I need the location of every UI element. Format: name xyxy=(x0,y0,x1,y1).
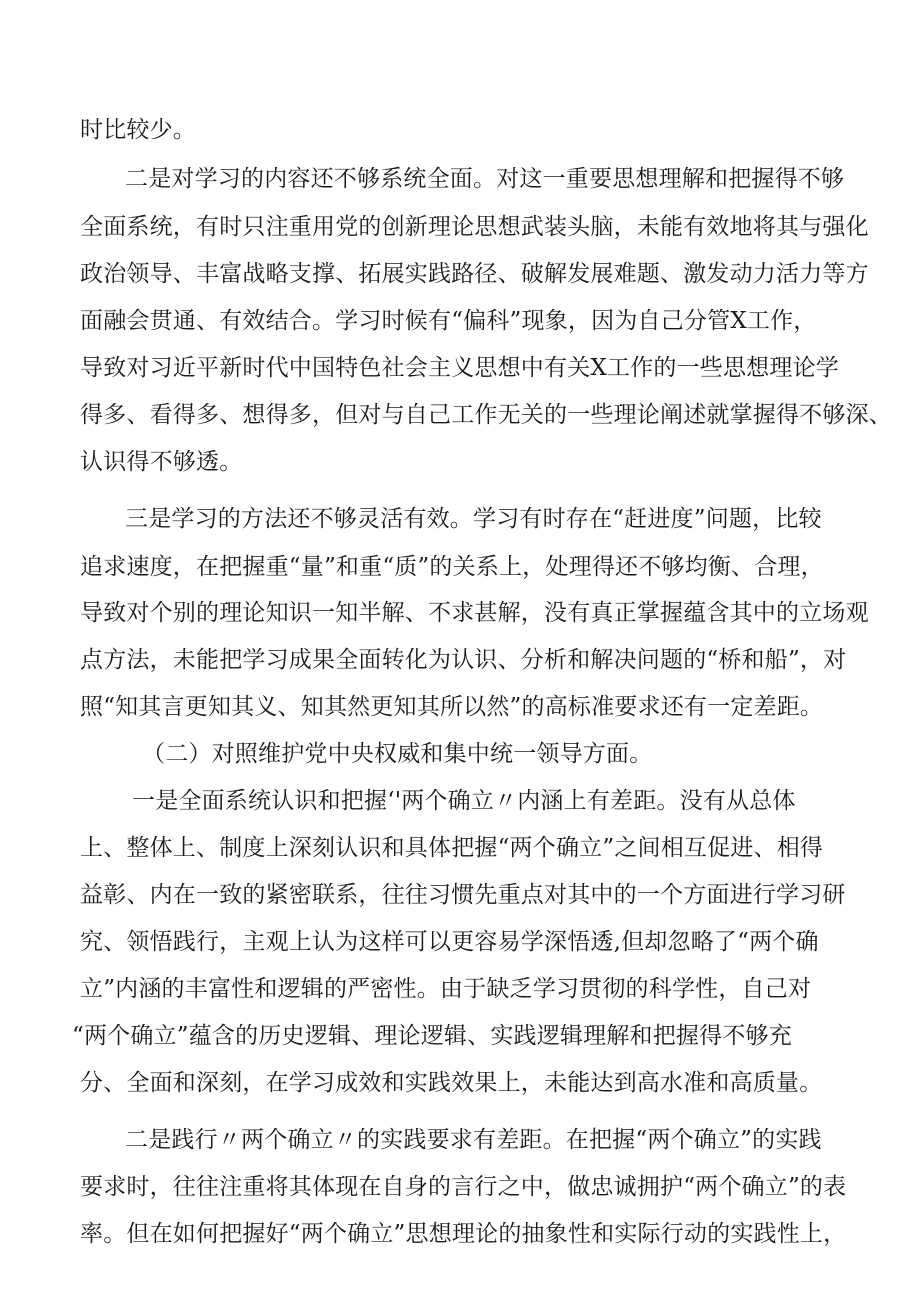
text-line: 点方法，未能把学习成果全面转化为认识、分析和解决问题的“桥和船”，对 xyxy=(80,647,847,673)
text-line: 立”内涵的丰富性和逻辑的严密性。由于缺乏学习贯彻的科学性，自己对 xyxy=(80,976,812,1002)
text-line: 分、全面和深刻，在学习成效和实践效果上，未能达到高水准和高质量。 xyxy=(80,1070,823,1096)
text-line: 导致对习近平新时代中国特色社会主义思想中有关X工作的一些思想理论学 xyxy=(80,355,839,381)
text-line: “两个确立”蕴含的历史逻辑、理论逻辑、实践逻辑理解和把握得不够充 xyxy=(72,1023,792,1049)
text-line: 追求速度，在把握重“量”和重“质”的关系上，处理得还不够均衡、合理， xyxy=(80,554,824,580)
text-line: 究、领悟践行，主观上认为这样可以更容易学深悟透,但却忽略了“两个确 xyxy=(80,929,819,955)
text-line: 时比较少。 xyxy=(80,117,196,143)
text-line: 面融会贯通、有效结合。学习时候有“偏科”现象，因为自己分管X工作， xyxy=(80,308,817,334)
text-line: 益彰、内在一致的紧密联系，往往习惯先重点对其中的一个方面进行学习研 xyxy=(80,882,846,908)
text-line: 二是践行〃两个确立〃的实践要求有差距。在把握“两个确立”的实践 xyxy=(125,1127,822,1153)
text-line: 认识得不够透。 xyxy=(80,449,243,475)
section-heading: （二）对照维护党中央权威和集中统一领导方面。 xyxy=(142,741,653,767)
text-line: 全面系统，有时只注重用党的创新理论思想武装头脑，未能有效地将其与强化 xyxy=(80,214,869,240)
text-line: 要求时，往往注重将其体现在自身的言行之中，做忠诚拥护“两个确立”的表 xyxy=(80,1174,847,1200)
text-line: 二是对学习的内容还不够系统全面。对这一重要思想理解和把握得不够 xyxy=(125,166,845,192)
text-line: 一是全面系统认识和把握‘'两个确立〃内涵上有差距。没有从总体 xyxy=(132,788,796,814)
text-line: 照“知其言更知其义、知其然更知其所以然”的高标准要求还有一定差距。 xyxy=(80,694,824,720)
text-line: 导致对个别的理论知识一知半解、不求甚解，没有真正掌握蕴含其中的立场观 xyxy=(80,600,869,626)
text-line: 得多、看得多、想得多，但对与自己工作无关的一些理论阐述就掌握得不够深、 xyxy=(80,402,892,428)
text-line: 率。但在如何把握好“两个确立”思想理论的抽象性和实际行动的实践性上， xyxy=(80,1221,847,1247)
text-line: 三是学习的方法还不够灵活有效。学习有时存在“赶进度”问题，比较 xyxy=(125,506,822,532)
text-line: 政治领导、丰富战略支撑、拓展实践路径、破解发展难题、激发动力活力等方 xyxy=(80,261,869,287)
text-line: 上、整体上、制度上深刻认识和具体把握“两个确立”之间相互促进、相得 xyxy=(80,835,824,861)
